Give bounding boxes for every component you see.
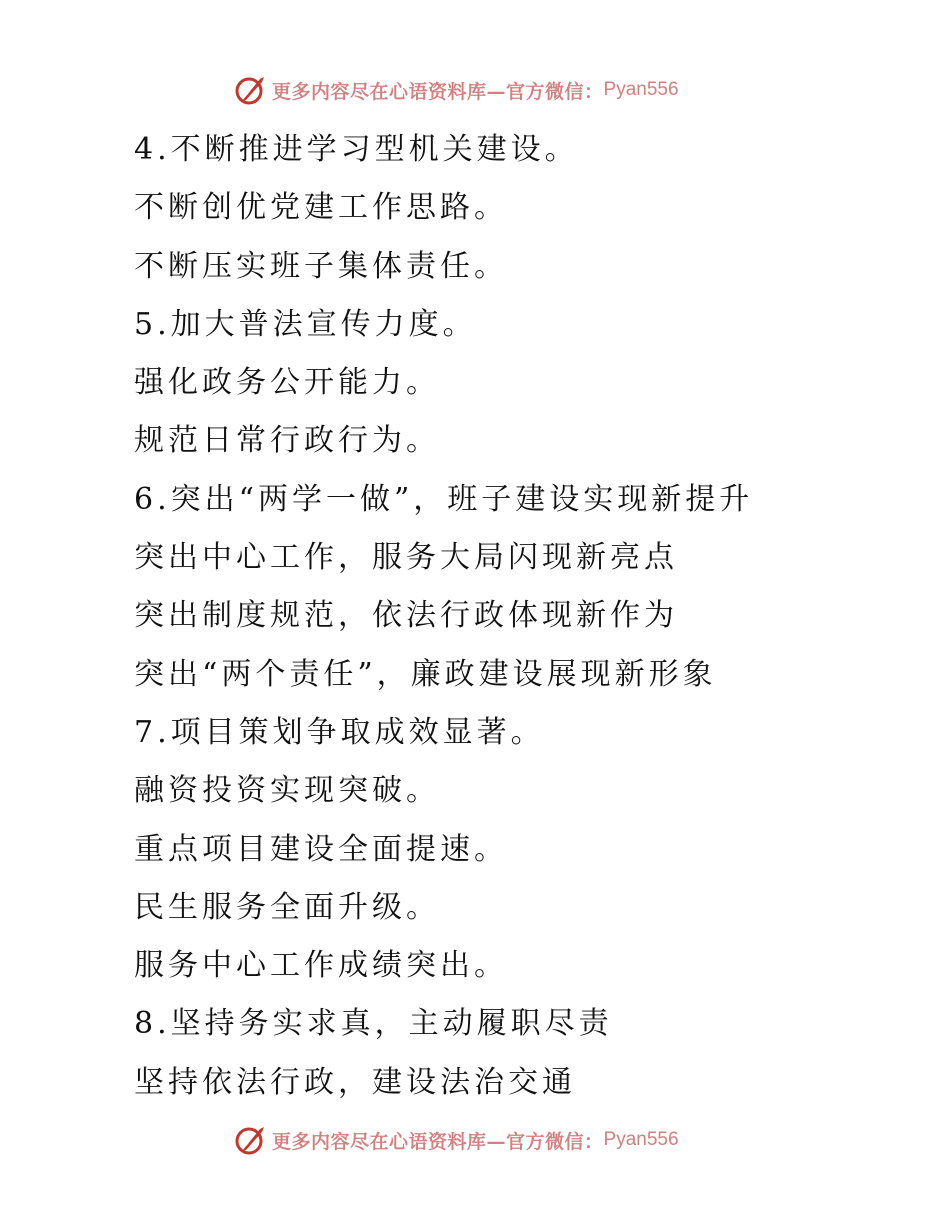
text-line: 融资投资实现突破。 [134,773,440,809]
banner-text: 更多内容尽在心语资料库—官方微信： [272,80,604,103]
document-body [134,121,914,1112]
text-line: 坚持依法行政，建设法治交通 [134,1064,576,1100]
text-line: 规范日常行政行为。 [134,423,440,459]
text-line: 服务中心工作成绩突出。 [134,948,508,984]
banner-wechat-id: Pyan556 [603,1129,679,1150]
text-line: 突出中心工作，服务大局闪现新亮点 [134,540,678,576]
text-line: 6.突出“两学一做”，班子建设实现新提升 [134,481,754,517]
text-line: 7.项目策划争取成效显著。 [134,714,545,750]
text-line: 突出制度规范，依法行政体现新作为 [134,598,678,634]
text-line: 突出“两个责任”，廉政建设展现新形象 [134,656,717,692]
text-line: 重点项目建设全面提速。 [134,831,508,867]
text-line: 强化政务公开能力。 [134,365,440,401]
text-line: 不断创优党建工作思路。 [134,190,508,226]
header-watermark-banner [234,72,679,108]
text-line: 8.坚持务实求真，主动履职尽责 [134,1006,613,1042]
text-line: 4.不断推进学习型机关建设。 [134,132,579,167]
banner-wechat-id: Pyan556 [603,79,679,100]
quill-pen-circle-icon [234,1123,268,1157]
banner-text: 更多内容尽在心语资料库—官方微信： [272,1130,604,1153]
footer-watermark-banner [234,1122,679,1158]
text-line: 民生服务全面升级。 [134,889,440,925]
text-line: 不断压实班子集体责任。 [134,248,508,284]
text-line: 5.加大普法宣传力度。 [134,306,477,342]
quill-pen-circle-icon [234,73,268,107]
